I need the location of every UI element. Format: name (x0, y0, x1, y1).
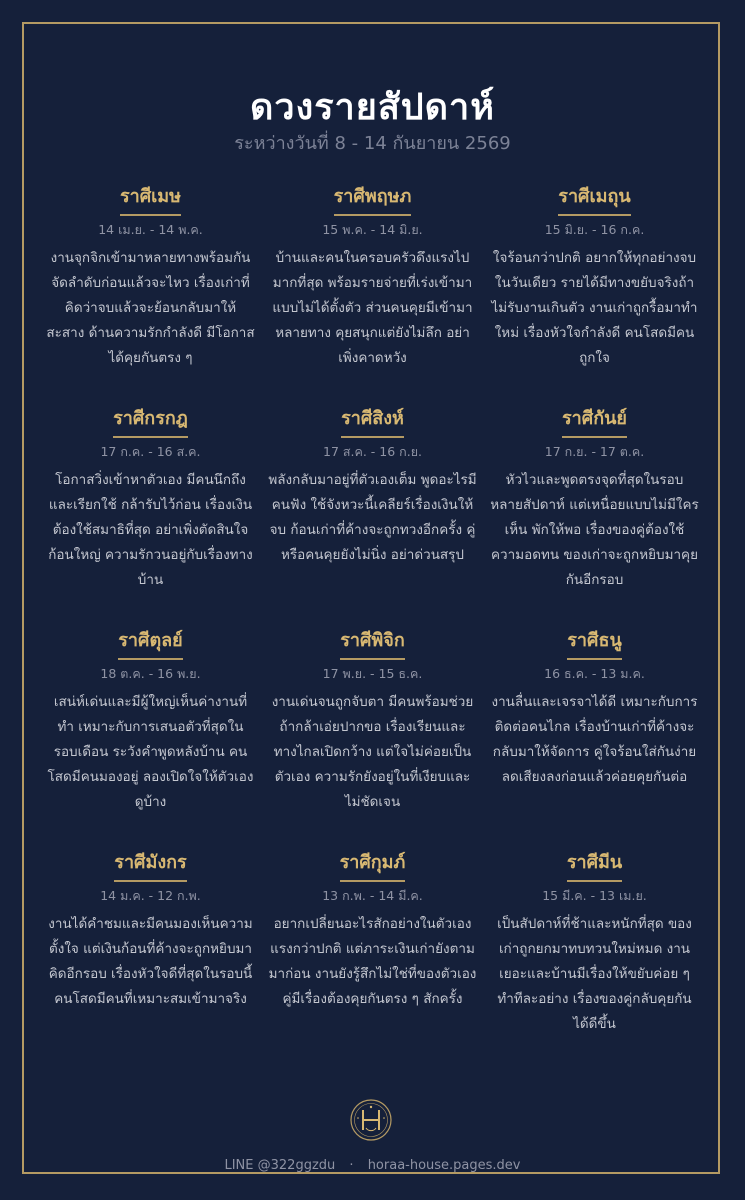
page-subtitle: ระหว่างวันที่ 8 - 14 กันยายน 2569 (234, 133, 511, 154)
sign-date-range: 16 ธ.ค. - 13 ม.ค. (544, 666, 645, 681)
sign-forecast: งานได้คำชมและมีคนมองเห็นความตั้งใจ แต่เงินก้อนที่ค้างจะถูกหยิบมาคิดอีกรอบ เรื่องหัวใจดีที่สุดในรอบนี้ คนโสดมีคนที่เหมาะสมเข้ามาจริง (48, 916, 253, 1007)
sign-date-range: 17 ส.ค. - 16 ก.ย. (323, 444, 422, 459)
sign-forecast: หัวไวและพูดตรงจุดที่สุดในรอบหลายสัปดาห์ แต่เหนื่อยแบบไม่มีใครเห็น พักให้พอ เรื่องของคู่ต้องใช้ความอดทน ของเก่าจะถูกหยิบมาคุยกันอีกรอบ (490, 472, 699, 588)
sign-date-range: 18 ต.ค. - 16 พ.ย. (100, 666, 201, 681)
sign-date-range: 15 พ.ค. - 14 มิ.ย. (322, 222, 423, 237)
sign-card-gemini (484, 182, 705, 404)
sign-name: ราศีพิจิก (340, 626, 405, 660)
sign-forecast: เสน่ห์เด่นและมีผู้ใหญ่เห็นค่างานที่ทำ เหมาะกับการเสนอตัวที่สุดในรอบเดือน ระวังคำพูดหลังบ้าน คนโสดมีคนมองอยู่ ลองเปิดใจให้ตัวเองดูบ้าง (47, 694, 254, 810)
sign-card-capricorn (40, 848, 261, 1070)
sign-card-scorpio (262, 626, 483, 848)
footer-website-link[interactable]: horaa-house.pages.dev (367, 1158, 521, 1173)
sign-card-cancer (40, 404, 261, 626)
sign-card-pisces (484, 848, 705, 1070)
sign-forecast: ใจร้อนกว่าปกติ อยากให้ทุกอย่างจบในวันเดียว รายได้มีทางขยับจริงถ้าไม่รับงานเกินตัว งานเก่าถูกรื้อมาทำใหม่ เรื่องหัวใจกำลังดี คนโสดมีคนถูกใจ (491, 250, 698, 366)
sign-card-taurus (262, 182, 483, 404)
sign-date-range: 13 ก.พ. - 14 มี.ค. (322, 888, 423, 903)
footer-separator: · (349, 1158, 354, 1173)
sign-forecast: งานเด่นจนถูกจับตา มีคนพร้อมช่วยถ้ากล้าเอ่ยปากขอ เรื่องเรียนและทางไกลเปิดกว้าง แต่ใจไม่ค่อยเป็นตัวเอง ความรักยังอยู่ในที่เงียบและไม่ชัดเจน (271, 694, 474, 810)
sign-card-libra (40, 626, 261, 848)
sign-name: ราศีกุมภ์ (340, 848, 406, 882)
sign-forecast: พลังกลับมาอยู่ที่ตัวเองเต็ม พูดอะไรมีคนฟัง ใช้จังหวะนี้เคลียร์เรื่องเงินให้จบ ก้อนเก่าที่ค้างจะถูกทวงอีกครั้ง คู่หรือคนคุยยังไม่นิ่ง อย่าด่วนสรุป (268, 472, 477, 563)
sign-name: ราศีสิงห์ (341, 404, 404, 438)
sign-date-range: 15 มี.ค. - 13 เม.ย. (542, 888, 647, 903)
sign-name: ราศีธนู (567, 626, 622, 660)
zodiac-grid (40, 182, 705, 1070)
sign-card-virgo (484, 404, 705, 626)
page-title: ดวงรายสัปดาห์ (250, 87, 495, 128)
sign-date-range: 14 ม.ค. - 12 ก.พ. (100, 888, 201, 903)
sign-date-range: 17 ก.ย. - 17 ต.ค. (544, 444, 645, 459)
sign-card-leo (262, 404, 483, 626)
sign-forecast: บ้านและคนในครอบครัวดึงแรงไปมากที่สุด พร้อมรายจ่ายที่เร่งเข้ามาแบบไม่ได้ตั้งตัว ส่วนคนคุยมีเข้ามาหลายทาง คุยสนุกแต่ยังไม่ลึก อย่าเพิ่งคาดหวัง (272, 250, 473, 366)
sign-card-aries (40, 182, 261, 404)
footer (0, 1158, 745, 1173)
sign-date-range: 15 มิ.ย. - 16 ก.ค. (544, 222, 645, 237)
moon-star-emblem-icon (349, 1098, 393, 1142)
sign-name: ราศีเมษ (120, 182, 181, 216)
sign-date-range: 14 เม.ย. - 14 พ.ค. (98, 222, 203, 237)
sign-name: ราศีกันย์ (562, 404, 627, 438)
sign-name: ราศีตุลย์ (118, 626, 182, 660)
sign-card-sagittarius (484, 626, 705, 848)
sign-date-range: 17 ก.ค. - 16 ส.ค. (100, 444, 201, 459)
sign-forecast: งานลื่นและเจรจาได้ดี เหมาะกับการติดต่อคนไกล เรื่องบ้านเก่าที่ค้างจะกลับมาให้จัดการ คู่ใจร้อนใส่กันง่าย ลดเสียงลงก่อนแล้วค่อยคุยกันต่อ (491, 694, 698, 785)
sign-card-aquarius (262, 848, 483, 1070)
sign-forecast: โอกาสวิ่งเข้าหาตัวเอง มีคนนึกถึงและเรียกใช้ กล้ารับไว้ก่อน เรื่องเงินต้องใช้สมาธิที่สุด อย่าเพิ่งตัดสินใจก้อนใหญ่ ความรักวนอยู่กับเรื่องทางบ้าน (48, 472, 253, 588)
sign-name: ราศีเมถุน (558, 182, 630, 216)
sign-name: ราศีพฤษภ (334, 182, 412, 216)
sign-date-range: 17 พ.ย. - 15 ธ.ค. (322, 666, 423, 681)
sign-name: ราศีมีน (567, 848, 622, 882)
sign-name: ราศีกรกฎ (113, 404, 188, 438)
footer-line-id[interactable]: LINE @322ggzdu (224, 1158, 336, 1173)
sign-forecast: อยากเปลี่ยนอะไรสักอย่างในตัวเองแรงกว่าปกติ แต่ภาระเงินเก่ายังตามมาก่อน งานยังรู้สึกไม่ใช่ที่ของตัวเอง คู่มีเรื่องต้องคุยกันตรง ๆ สักครั้ง (268, 916, 477, 1007)
sign-forecast: เป็นสัปดาห์ที่ช้าและหนักที่สุด ของเก่าถูกยกมาทบทวนใหม่หมด งานเยอะและบ้านมีเรื่องให้ขยับค่อย ๆ ทำทีละอย่าง เรื่องของคู่กลับคุยกันได้ดีขึ้น (497, 916, 692, 1032)
sign-name: ราศีมังกร (114, 848, 186, 882)
sign-forecast: งานจุกจิกเข้ามาหลายทางพร้อมกัน จัดลำดับก่อนแล้วจะไหว เรื่องเก่าที่คิดว่าจบแล้วจะย้อนกลับมาให้สะสาง ด้านความรักกำลังดี มีโอกาสได้คุยกันตรง ๆ (46, 250, 255, 366)
